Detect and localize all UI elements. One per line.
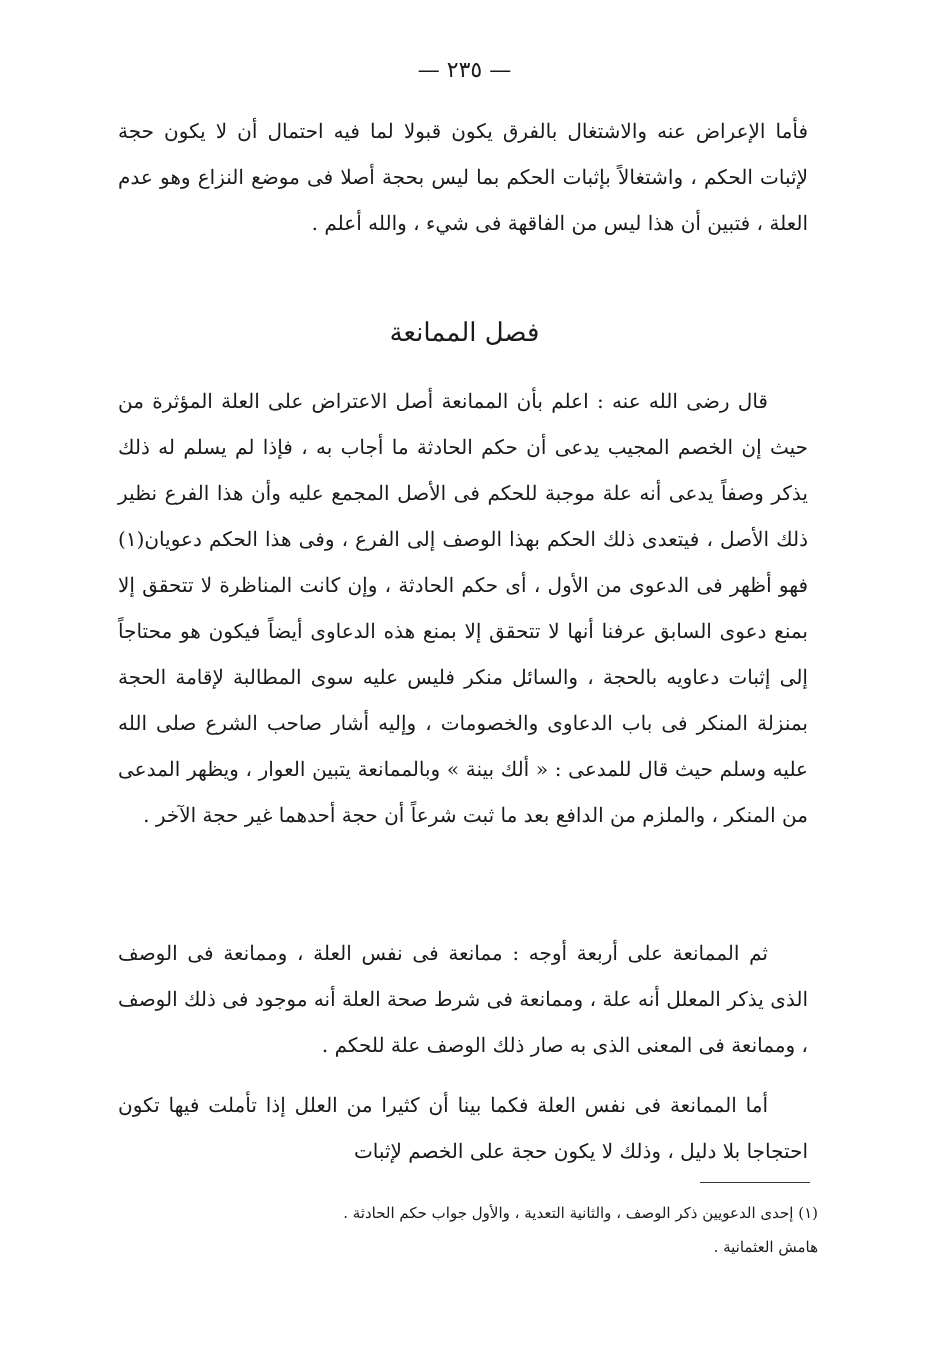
page-number: — ٢٣٥ — xyxy=(417,58,512,83)
footnote-line-2: هامش العثمانية . xyxy=(713,1238,818,1256)
footnote xyxy=(118,1196,818,1264)
footnote-divider xyxy=(700,1182,810,1183)
section-title: فصل الممانعة xyxy=(389,318,540,348)
paragraph-opening: فأما الإعراض عنه والاشتغال بالفرق يكون قبولا لما فيه احتمال أن لا يكون حجة لإثبات الحكم ، واشتغالاً بإثبات الحكم بما ليس بحجة أصلا فى موضع النزاع وهو عدم العلة ، فتبين أن هذا ليس من الفاقهة فى شيء ، والله أعلم . xyxy=(118,119,808,235)
paragraph-mumanaa-intro: قال رضى الله عنه : اعلم بأن الممانعة أصل الاعتراض على العلة المؤثرة من حيث إن الخصم المجيب يدعى أن حكم الحادثة ما أجاب به ، فإذا لم يسلم له ذلك يذكر وصفاً يدعى أنه علة موجبة للحكم فى الأصل المجمع عليه وأن هذا الفرع نظير ذلك الأصل ، فيتعدى ذلك الحكم بهذا الوصف إلى الفرع ، وفى هذا الحكم دعويان(١) فهو أظهر فى الدعوى من الأول ، أى حكم الحادثة ، وإن كانت المناظرة لا تتحقق إلا بمنع دعوى السابق عرفنا أنها لا تتحقق إلا بمنع هذه الدعاوى أيضاً فيكون هو محتاجاً إلى إثبات دعاويه بالحجة ، والسائل منكر فليس عليه سوى المطالبة لإقامة الحجة بمنزلة المنكر فى باب الدعاوى والخصومات ، وإليه أشار صاحب الشرع صلى الله عليه وسلم حيث قال للمدعى : « ألك بينة » وبالممانعة يتبين العوار ، ويظهر المدعى من المنكر ، والملزم من الدافع بعد ما ثبت شرعاً أن حجة أحدهما غير حجة الآخر . xyxy=(118,389,808,827)
footnote-line-1: (١) إحدى الدعويين ذكر الوصف ، والثانية التعدية ، والأول جواب حكم الحادثة . xyxy=(343,1204,818,1222)
paragraph-four-aspects: ثم الممانعة على أربعة أوجه : ممانعة فى نفس العلة ، وممانعة فى الوصف الذى يذكر المعلل أنه علة ، وممانعة فى شرط صحة العلة أنه موجود فى ذلك الوصف ، وممانعة فى المعنى الذى به صار ذلك الوصف علة للحكم . xyxy=(118,941,808,1057)
paragraph-cause-objection: أما الممانعة فى نفس العلة فكما بينا أن كثيرا من العلل إذا تأملت فيها تكون احتجاجا بلا دليل ، وذلك لا يكون حجة على الخصم لإثبات xyxy=(118,1093,808,1163)
